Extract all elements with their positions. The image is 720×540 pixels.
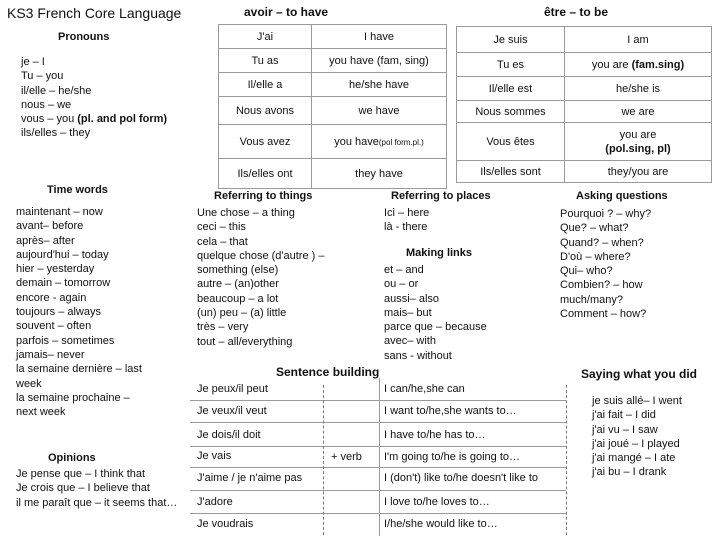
avoir-fr: Il/elle a (219, 73, 312, 97)
list-item: aujourd'hui – today (16, 248, 109, 261)
avoir-fr: Nous avons (219, 97, 312, 125)
saying-did-heading: Saying what you did (581, 367, 698, 381)
list-item: beaucoup – a lot (197, 292, 279, 305)
list-item: parce que – because (384, 321, 487, 334)
etre-en (565, 123, 712, 161)
sb-en: I love to/he loves to… (384, 496, 490, 508)
sb-fr: Je voudrais (197, 518, 254, 530)
etre-fr: Vous êtes (457, 123, 565, 161)
sb-fr: Je veux/il veut (197, 405, 267, 417)
referring-places-list (384, 206, 429, 235)
list-item: tout – all/everything (197, 335, 293, 348)
avoir-fr: Ils/elles ont (219, 159, 312, 189)
list-item: (un) peu – (a) little (197, 307, 287, 320)
list-item: much/many? (560, 293, 623, 306)
list-item: j'ai vu – I saw (592, 423, 658, 436)
list-item: demain – tomorrow (16, 277, 111, 290)
list-item (21, 112, 167, 126)
etre-table (456, 26, 712, 183)
page-title: KS3 French Core Language (7, 5, 182, 21)
opinions-list (16, 467, 177, 510)
etre-en: they/you are (565, 161, 712, 183)
list-item: aussi– also (384, 292, 440, 305)
sb-fr: Je peux/il peut (197, 383, 268, 395)
avoir-fr: Vous avez (219, 125, 312, 159)
vous-note: (pl. and pol form) (77, 113, 168, 126)
etre-en-main: you are (619, 128, 657, 141)
list-item: Combien? – how (560, 279, 643, 292)
avoir-en: he/she have (312, 73, 447, 97)
saying-did-list (592, 394, 682, 480)
list-item: ou – or (384, 278, 419, 291)
asking-questions-list (560, 207, 651, 321)
list-item: Je pense que – I think that (16, 468, 146, 480)
list-item: il me paraît que – it seems that… (16, 496, 178, 509)
list-item: je suis allé– I went (592, 395, 682, 407)
list-item: Tu – you (21, 70, 64, 83)
list-item: après– after (16, 234, 75, 247)
list-item: Quand? – when? (560, 236, 644, 249)
sb-en: I have to/he has to… (384, 429, 486, 441)
list-item: et – and (384, 264, 424, 276)
etre-en-main: you are (591, 58, 629, 71)
list-item: autre – (an)other (197, 278, 279, 291)
list-item: nous – we (21, 98, 72, 111)
making-links-list (384, 263, 487, 363)
avoir-en-note: (pol form.pl.) (378, 137, 424, 147)
sb-fr: Je dois/il doit (197, 429, 261, 441)
list-item: ils/elles – they (21, 127, 91, 140)
sb-en: I'm going to/he is going to… (384, 451, 521, 463)
list-item: week (16, 377, 42, 390)
plus-verb-label: + verb (331, 451, 362, 463)
sentence-building-heading: Sentence building (276, 365, 380, 379)
list-item: quelque chose (d'autre ) – (197, 249, 325, 262)
list-item: je – I (21, 56, 45, 68)
list-item: cela – that (197, 235, 248, 248)
list-item: la semaine prochaine – (16, 391, 130, 404)
list-item: encore - again (16, 291, 87, 304)
referring-places-heading: Referring to places (391, 190, 491, 202)
time-words-list (16, 205, 142, 419)
etre-fr: Je suis (457, 27, 565, 53)
sb-fr: J'aime / je n'aime pas (197, 472, 303, 484)
avoir-en: they have (312, 159, 447, 189)
etre-fr: Tu es (457, 53, 565, 77)
avoir-en (312, 125, 447, 159)
sb-fr: Je vais (197, 450, 232, 462)
etre-en: we are (565, 101, 712, 123)
avoir-en-main: you have (334, 135, 379, 148)
list-item: Pourquoi ? – why? (560, 208, 652, 220)
etre-en-note: (pol.sing, pl) (605, 142, 671, 155)
list-item: Que? – what? (560, 222, 629, 235)
list-item: ceci – this (197, 221, 246, 234)
list-item: j'ai bu – I drank (592, 466, 667, 479)
list-item: j'ai mangé – I ate (592, 452, 676, 465)
etre-fr: Il/elle est (457, 77, 565, 101)
list-item: Une chose – a thing (197, 207, 295, 219)
avoir-fr: Tu as (219, 49, 312, 73)
list-item: Ici – here (384, 207, 430, 219)
avoir-table (218, 24, 447, 189)
sb-en: I (don't) like to/he doesn't like to (384, 472, 539, 484)
referring-things-heading: Referring to things (214, 190, 313, 202)
avoir-heading: avoir – to have (244, 5, 329, 19)
list-item: next week (16, 406, 66, 419)
sb-fr: J'adore (197, 496, 233, 508)
etre-en-note: (fam.sing) (631, 58, 685, 71)
list-item: j'ai joué – I played (592, 437, 680, 450)
list-item: j'ai fait – I did (592, 409, 656, 422)
avoir-fr: J'ai (219, 25, 312, 49)
list-item: là - there (384, 221, 428, 234)
etre-heading: être – to be (544, 5, 609, 19)
sb-en: I/he/she would like to… (384, 518, 498, 530)
sb-en: I can/he,she can (384, 383, 465, 395)
list-item: parfois – sometimes (16, 334, 115, 347)
list-item: something (else) (197, 264, 279, 277)
list-item: maintenant – now (16, 206, 103, 218)
list-item: souvent – often (16, 320, 92, 333)
opinions-heading: Opinions (48, 452, 96, 464)
list-item: avec– with (384, 335, 436, 348)
list-item: D'où – where? (560, 250, 631, 263)
etre-fr: Ils/elles sont (457, 161, 565, 183)
etre-en: I am (565, 27, 712, 53)
list-item: sans - without (384, 349, 452, 362)
pronouns-list (21, 55, 167, 141)
avoir-en: we have (312, 97, 447, 125)
list-item: il/elle – he/she (21, 84, 92, 97)
referring-things-list (197, 206, 324, 349)
etre-en: he/she is (565, 77, 712, 101)
list-item: très – very (197, 321, 249, 334)
list-item: Je crois que – I believe that (16, 482, 150, 495)
etre-fr: Nous sommes (457, 101, 565, 123)
list-item: toujours – always (16, 306, 101, 319)
list-item: hier – yesterday (16, 263, 95, 276)
sb-en: I want to/he,she wants to… (384, 405, 517, 417)
list-item: Qui– who? (560, 265, 613, 278)
etre-en (565, 53, 712, 77)
making-links-heading: Making links (406, 247, 473, 259)
list-item: avant– before (16, 220, 84, 233)
avoir-en: I have (312, 25, 447, 49)
vous-label: vous – you (21, 113, 78, 126)
pronouns-heading: Pronouns (58, 31, 110, 43)
list-item: la semaine dernière – last (16, 363, 142, 376)
list-item: Comment – how? (560, 308, 647, 321)
list-item: mais– but (384, 306, 432, 319)
asking-questions-heading: Asking questions (576, 190, 668, 202)
list-item: jamais– never (16, 348, 85, 361)
avoir-en: you have (fam, sing) (312, 49, 447, 73)
time-words-heading: Time words (47, 184, 108, 196)
